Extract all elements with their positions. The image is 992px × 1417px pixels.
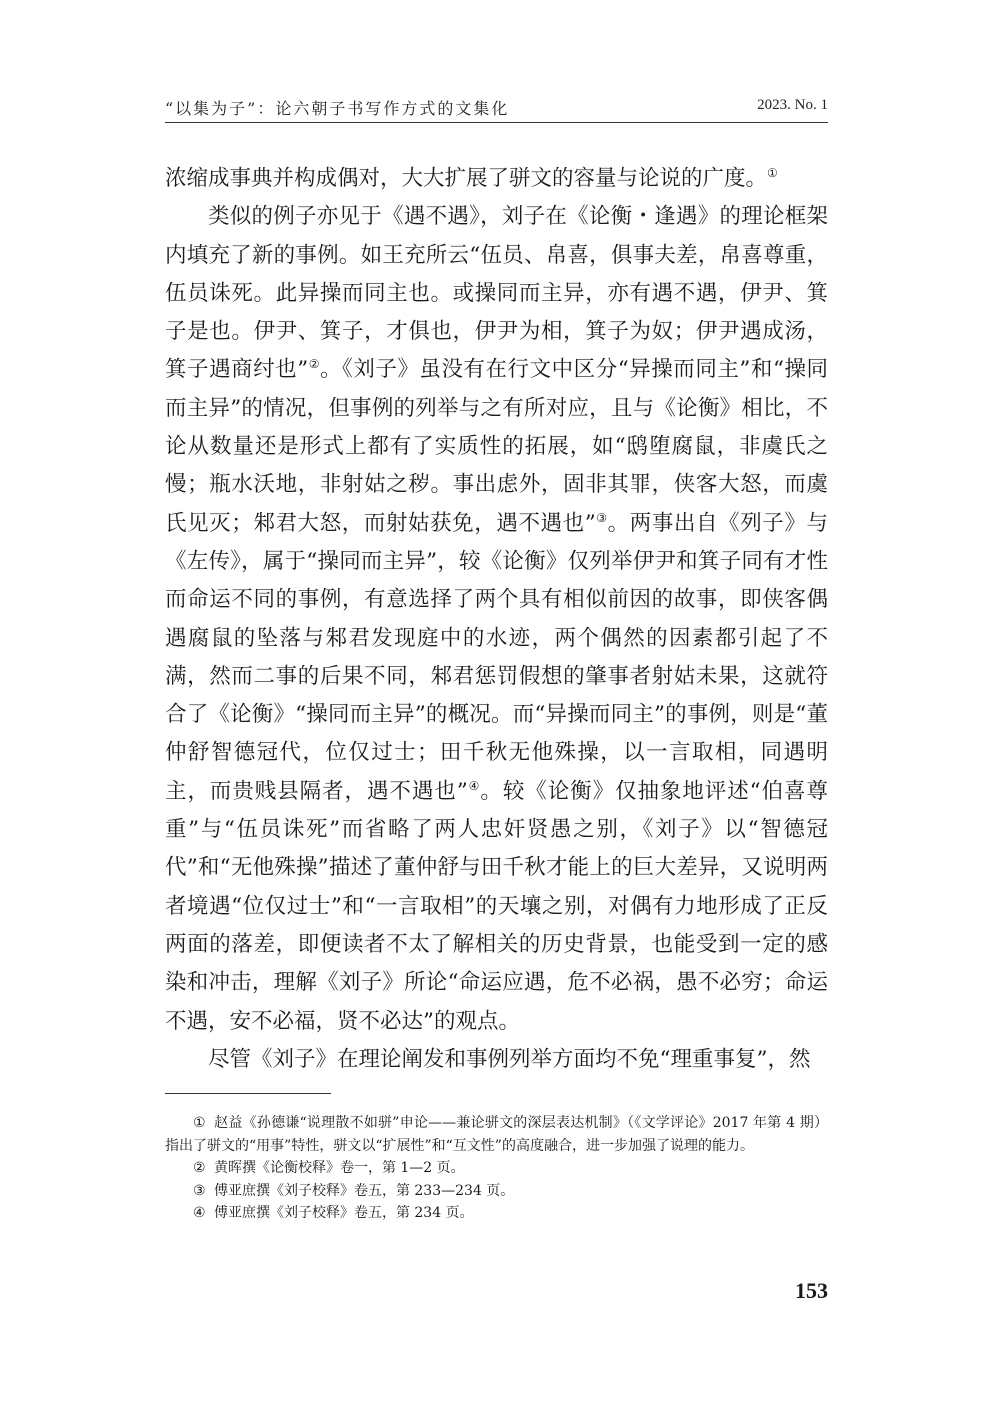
footnote-text: 赵益《孙德谦“说理散不如骈”申论——兼论骈文的深层表达机制》（《文学评论》2017 年第 4 期）指出了骈文的“用事”特性，骈文以“扩展性”和“互文性”的高度融合，进一步加强了说理的能力。 — [165, 1115, 828, 1154]
paragraph-2 — [165, 198, 828, 1041]
paragraph-3: 尽管《刘子》在理论阐发和事例列举方面均不免“理重事复”，然 — [208, 1046, 811, 1072]
footnote-1 — [165, 1112, 828, 1157]
body-text — [165, 160, 828, 1079]
paragraph-1-text: 浓缩成事典并构成偶对，大大扩展了骈文的容量与论说的广度。 — [165, 166, 768, 191]
footnote-text: 傅亚庶撰《刘子校释》卷五，第 234 页。 — [213, 1205, 474, 1221]
footnote-text: 傅亚庶撰《刘子校释》卷五，第 233—234 页。 — [213, 1182, 515, 1199]
page-number: 153 — [795, 1278, 828, 1303]
footnote-ref-2[interactable]: ② — [308, 357, 321, 372]
footnote-3 — [165, 1180, 828, 1203]
footnote-ref-1[interactable]: ① — [767, 165, 778, 180]
footnote-ref-4[interactable]: ④ — [467, 778, 481, 793]
footnote-divider — [165, 1093, 331, 1094]
running-header — [165, 96, 828, 123]
footnote-mark: ① — [193, 1115, 206, 1131]
footnote-2 — [165, 1157, 828, 1180]
footnotes — [165, 1112, 828, 1225]
footnote-mark: ④ — [193, 1205, 206, 1221]
header-issue: 2023. No. 1 — [757, 97, 828, 113]
paragraph-2-part-d: 。较《论衡》仅抽象地评述“伯喜尊重”与“伍员诛死”而省略了两人忠奸贤愚之别，《刘子》以“智德冠代”和“无他殊操”描述了董仲舒与田千秋才能上的巨大差异，又说明两者境遇“位仅过士”和“一言取相”的天壤之别，对偶有力地形成了正反两面的落差，即便读者不太了解相关的历史背景，也能受到一定的感染和冲击，理解《刘子》所论“命运应遇，危不必祸，愚不必穷；命运不遇，安不必福，贤不必达”的观点。 — [165, 778, 828, 1034]
footnote-mark: ② — [193, 1160, 206, 1176]
footnote-4 — [165, 1202, 828, 1225]
header-title: “以集为子”：论六朝子书写作方式的文集化 — [165, 99, 510, 118]
footnote-text: 黄晖撰《论衡校释》卷一，第 1—2 页。 — [213, 1160, 465, 1176]
paragraph-2-part-c: 。两事出自《列子》与《左传》，属于“操同而主异”，较《论衡》仅列举伊尹和箕子同有才性而命运不同的事例，有意选择了两个具有相似前因的故事，即侠客偶遇腐鼠的坠落与邾君发现庭中的水迹，两个偶然的因素都引起了不满，然而二事的后果不同，邾君惩罚假想的肇事者射姑未果，这就符合了《论衡》“操同而主异”的概况。而“异操而同主”的事例，则是“董仲舒智德冠代，位仅过士；田千秋无他殊操，以一言取相，同遇明主，而贵贱县隔者，遇不遇也” — [165, 510, 828, 804]
paragraph-1 — [165, 160, 828, 198]
paragraph-2-part-b: 。《刘子》虽没有在行文中区分“异操而同主”和“操同而主异”的情况，但事例的列举与之有所对应，且与《论衡》相比，不论从数量还是形式上都有了实质性的拓展，如“鸱堕腐鼠，非虞氏之慢；瓶水沃地，非射姑之秽。事出虑外，固非其罪，侠客大怒，而虞氏见灭；邾君大怒，而射姑获免，遇不遇也” — [165, 357, 828, 536]
footnote-ref-3[interactable]: ③ — [595, 510, 608, 525]
footnote-mark: ③ — [193, 1182, 206, 1199]
paragraph-2-part-a: 类似的例子亦见于《遇不遇》，刘子在《论衡・逢遇》的理论框架内填充了新的事例。如王充所云“伍员、帛喜，俱事夫差，帛喜尊重，伍员诛死。此异操而同主也。或操同而主异，亦有遇不遇，伊尹、箕子是也。伊尹、箕子，才俱也，伊尹为相，箕子为奴；伊尹遇成汤，箕子遇商纣也” — [165, 204, 828, 383]
